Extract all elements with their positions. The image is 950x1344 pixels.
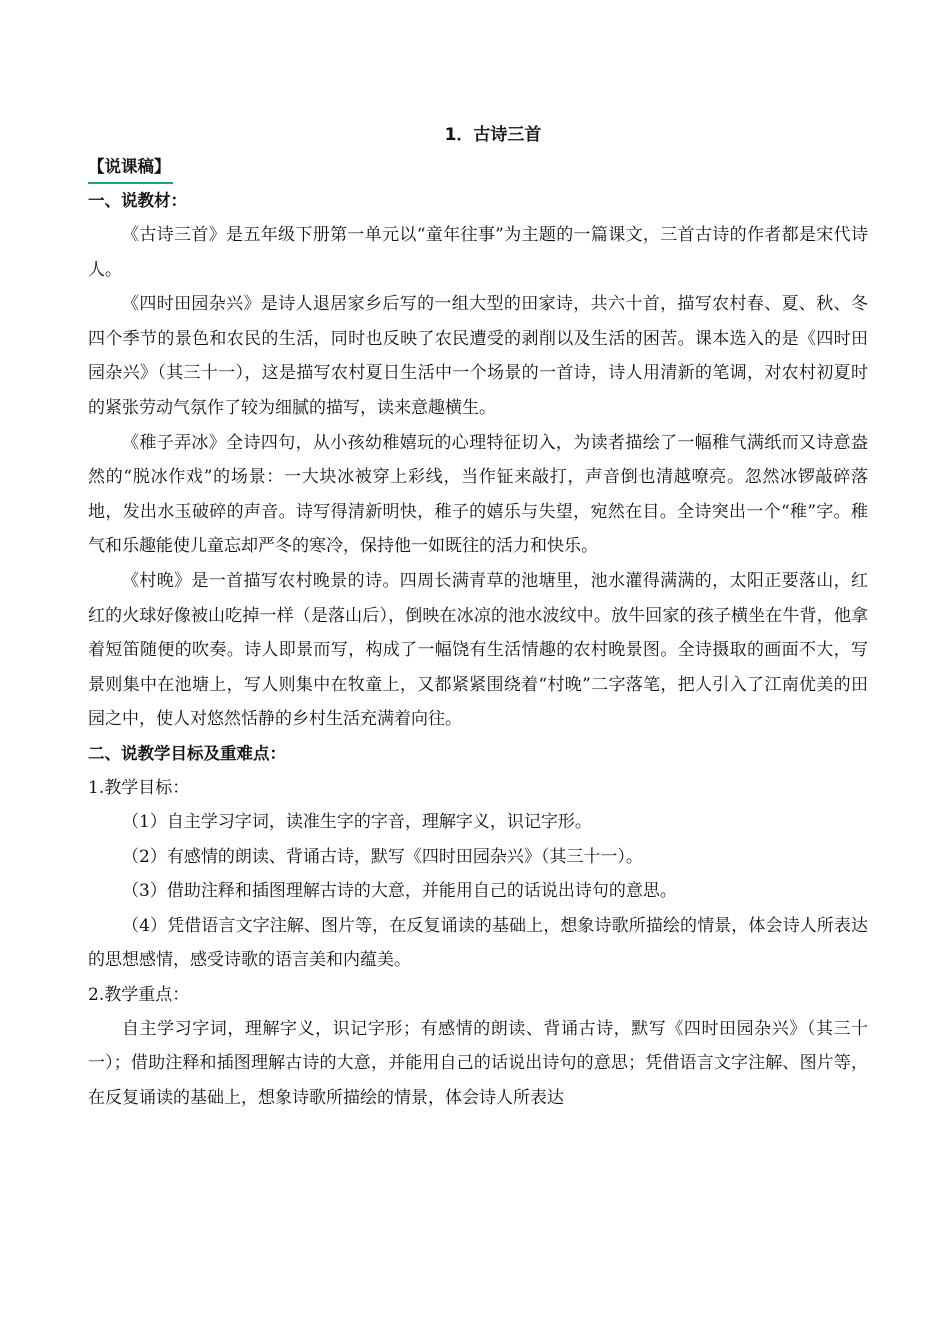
key-points-text: 自主学习字词，理解字义，识记字形；有感情的朗读、背诵古诗，默写《四时田园杂兴》（其三十一）；借助注释和插图理解古诗的大意，并能用自己的话说出诗句的意思；凭借语言文字注解、图片等，在反复诵读的基础上，想象诗歌所描绘的情景，体会诗人所表达 xyxy=(88,1018,868,1109)
section-heading-goals: 二、说教学目标及重难点： xyxy=(88,743,286,763)
tag-row xyxy=(88,152,868,184)
paragraph-poem-1: 《四时田园杂兴》是诗人退居家乡后写的一组大型的田家诗，共六十首，描写农村春、夏、秋、冬四个季节的景色和农民的生活，同时也反映了农民遭受的剥削以及生活的困苦。课本选入的是《四时田园杂兴》（其三十一），这是描写农村夏日生活中一个场景的一首诗，诗人用清新的笔调，对农村初夏时的紧张劳动气氛作了较为细腻的描写，读来意趣横生。 xyxy=(88,294,868,418)
goal-item-4: （4）凭借语言文字注解、图片等，在反复诵读的基础上，想象诗歌所描绘的情景，体会诗人所表达的思想感情，感受诗歌的语言美和内蕴美。 xyxy=(88,915,868,971)
key-points-label: 2.教学重点： xyxy=(88,984,190,1005)
section-heading-textbook: 一、说教材： xyxy=(88,191,187,210)
goal-item-2: （2）有感情的朗读、背诵古诗，默写《四时田园杂兴》（其三十一）。 xyxy=(122,846,643,867)
goal-item-3: （3）借助注释和插图理解古诗的大意，并能用自己的话说出诗句的意思。 xyxy=(122,881,677,902)
goal-item-1: （1）自主学习字词，读准生字的字音，理解字义，识记字形。 xyxy=(122,811,592,832)
goals-label: 1.教学目标： xyxy=(88,777,190,798)
lesson-type-tag: 【说课稿】 xyxy=(88,152,173,184)
paragraph-poem-3: 《村晚》是一首描写农村晚景的诗。四周长满青草的池塘里，池水灌得满满的，太阳正要落山，红红的火球好像被山吃掉一样（是落山后），倒映在冰凉的池水波纹中。放牛回家的孩子横坐在牛背，他拿着短笛随便的吹奏。诗人即景而写，构成了一幅饶有生活情趣的农村晚景图。全诗摄取的画面不大，写景则集中在池塘上，写人则集中在牧童上，又都紧紧围绕着“村晚”二字落笔，把人引入了江南优美的田园之中，使人对悠然恬静的乡村生活充满着向往。 xyxy=(88,570,868,730)
document-page xyxy=(88,118,868,1116)
paragraph-poem-2: 《稚子弄冰》全诗四句，从小孩幼稚嬉玩的心理特征切入，为读者描绘了一幅稚气满纸而又诗意盎然的“脱冰作戏”的场景：一大块冰被穿上彩线，当作钲来敲打，声音倒也清越嘹亮。忽然冰锣敲碎落地，发出水玉破碎的声音。诗写得清新明快，稚子的嬉乐与失望，宛然在目。全诗突出一个“稚”字。稚气和乐趣能使儿童忘却严冬的寒冷，保持他一如既往的活力和快乐。 xyxy=(88,432,868,557)
paragraph-intro: 《古诗三首》是五年级下册第一单元以“童年往事”为主题的一篇课文，三首古诗的作者都是宋代诗人。 xyxy=(88,225,868,280)
document-title: 1．古诗三首 xyxy=(444,125,542,145)
